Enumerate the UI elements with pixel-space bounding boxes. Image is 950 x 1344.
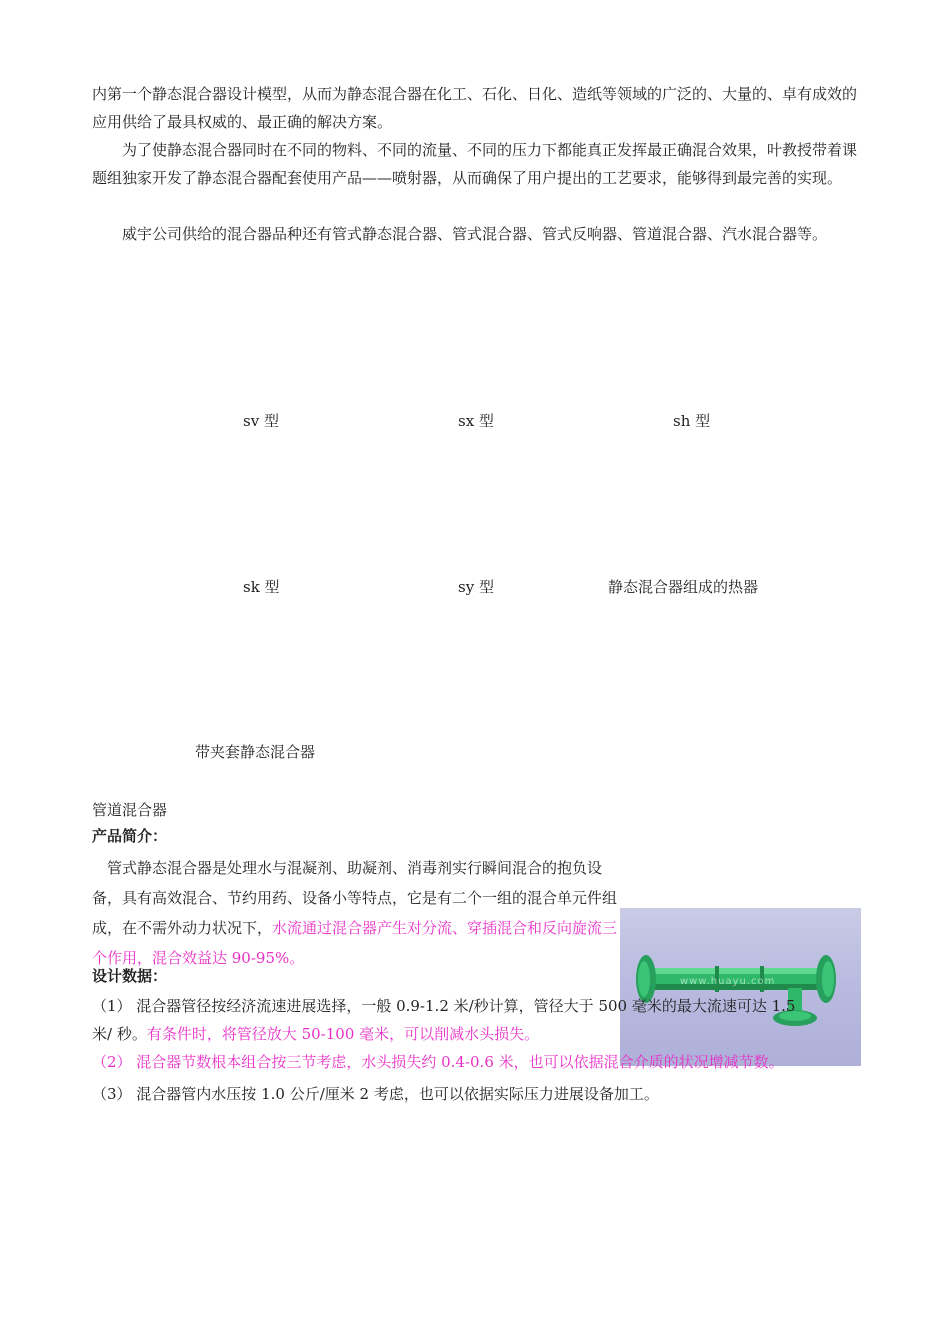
pipe-mixer-photo xyxy=(620,908,861,1066)
design-item-2: （2） 混合器节数根本组合按三节考虑，水头损失约 0.4-0.6 米，也可以依据混合介质的状况增减节数。 xyxy=(92,1053,784,1071)
caption-sv: sv 型 xyxy=(243,412,279,430)
intro-text: 管式静态混合器是处理水与混凝剂、助凝剂、消毒剂实行瞬间混合的抱负设备，具有高效混合、节约用药、设备小等特点，它是有二个一组的混合单元件组成，在不需外动力状况下， xyxy=(92,859,618,937)
item-1-text: 米/ 秒。 xyxy=(92,1025,147,1043)
design-heading: 设计数据： xyxy=(92,967,168,985)
paragraph-2: 为了使静态混合器同时在不同的物料、不同的流量、不同的压力下都能真正发挥最正确混合效果，叶教授带着课题组独家开发了静态混合器配套使用产品——喷射器，从而确保了用户提出的工艺要求，能够得到最完善的实现。 xyxy=(92,141,858,187)
photo-watermark: www.huayu.com xyxy=(680,976,776,987)
intro-highlight: 水流通过混合器产生对分流、穿插混合和反向旋流三个作用，混合效益达 90-95%。 xyxy=(92,919,618,967)
design-item-1-line-1: （1） 混合器管径按经济流速进展选择，一般 0.9-1.2 米/秒计算，管径大于 500 毫米的最大流速可达 1.5 xyxy=(92,997,796,1015)
caption-sx: sx 型 xyxy=(458,412,494,430)
caption-sk: sk 型 xyxy=(243,578,280,596)
intro-heading: 产品简介： xyxy=(92,827,168,845)
paragraph-1: 内第一个静态混合器设计模型，从而为静态混合器在化工、石化、日化、造纸等领域的广泛的、大量的、卓有成效的应用供给了最具权威的、最正确的解决方案。 xyxy=(92,85,858,131)
caption-jacketed: 带夹套静态混合器 xyxy=(195,743,316,761)
design-item-1-line-2 xyxy=(92,1024,539,1044)
paragraph-3: 威宇公司供给的混合器品种还有管式静态混合器、管式混合器、管式反响器、管道混合器、汽水混合器等。 xyxy=(122,225,828,243)
section-title: 管道混合器 xyxy=(92,801,168,819)
caption-sh: sh 型 xyxy=(673,412,711,430)
caption-heat-exchanger: 静态混合器组成的热器 xyxy=(608,578,759,596)
item-1-highlight: 有条件时，将管径放大 50-100 毫米，可以削减水头损失。 xyxy=(146,1025,540,1043)
intro-paragraph xyxy=(92,853,622,973)
design-item-3: （3） 混合器管内水压按 1.0 公斤/厘米 2 考虑，也可以依据实际压力进展设备加工。 xyxy=(92,1085,659,1103)
caption-sy: sy 型 xyxy=(458,578,494,596)
